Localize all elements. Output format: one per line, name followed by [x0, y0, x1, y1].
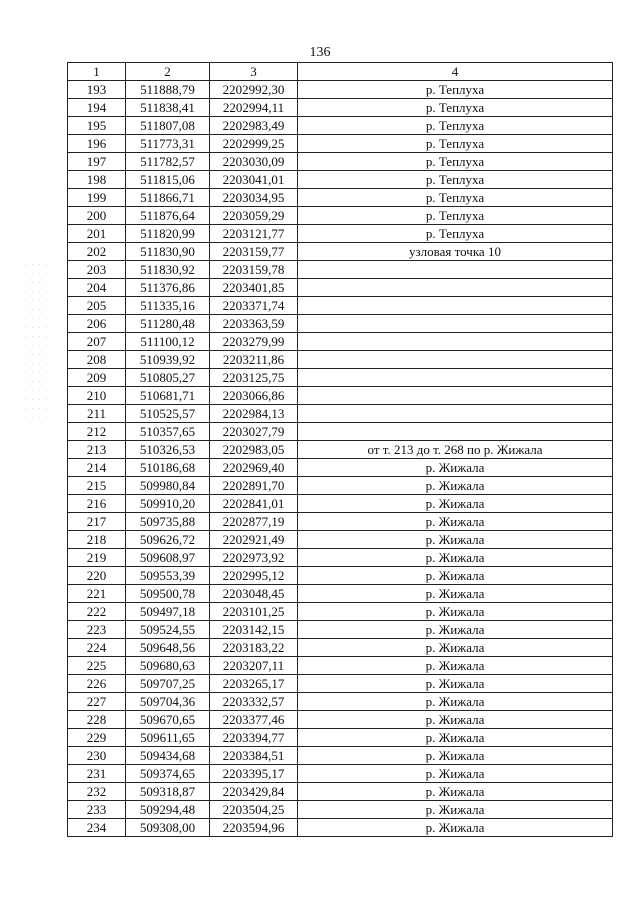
y-coordinate-cell: 2203363,59: [210, 315, 298, 333]
table-row: [68, 135, 613, 153]
x-coordinate-cell: 511876,64: [126, 207, 210, 225]
table-row: [68, 351, 613, 369]
table-body: [68, 81, 613, 837]
description-cell: р. Теплуха: [298, 189, 613, 207]
table-row: [68, 531, 613, 549]
y-coordinate-cell: 2203504,25: [210, 801, 298, 819]
x-coordinate-cell: 511335,16: [126, 297, 210, 315]
point-number-cell: 209: [68, 369, 126, 387]
table-row: [68, 477, 613, 495]
point-number-cell: 214: [68, 459, 126, 477]
x-coordinate-cell: 509294,48: [126, 801, 210, 819]
x-coordinate-cell: 511830,92: [126, 261, 210, 279]
point-number-cell: 216: [68, 495, 126, 513]
description-cell: р. Жижала: [298, 819, 613, 837]
x-coordinate-cell: 509497,18: [126, 603, 210, 621]
point-number-cell: 228: [68, 711, 126, 729]
y-coordinate-cell: 2203384,51: [210, 747, 298, 765]
description-cell: р. Жижала: [298, 675, 613, 693]
description-cell: р. Жижала: [298, 477, 613, 495]
point-number-cell: 206: [68, 315, 126, 333]
table-row: [68, 513, 613, 531]
point-number-cell: 219: [68, 549, 126, 567]
description-cell: р. Теплуха: [298, 171, 613, 189]
description-cell: [298, 423, 613, 441]
x-coordinate-cell: 510186,68: [126, 459, 210, 477]
y-coordinate-cell: 2203332,57: [210, 693, 298, 711]
x-coordinate-cell: 509626,72: [126, 531, 210, 549]
table-row: [68, 603, 613, 621]
column-header-3: 3: [210, 63, 298, 81]
y-coordinate-cell: 2203059,29: [210, 207, 298, 225]
point-number-cell: 210: [68, 387, 126, 405]
table-row: [68, 369, 613, 387]
point-number-cell: 225: [68, 657, 126, 675]
x-coordinate-cell: 509374,65: [126, 765, 210, 783]
y-coordinate-cell: 2202999,25: [210, 135, 298, 153]
description-cell: р. Жижала: [298, 603, 613, 621]
x-coordinate-cell: 509704,36: [126, 693, 210, 711]
y-coordinate-cell: 2203159,78: [210, 261, 298, 279]
description-cell: р. Жижала: [298, 765, 613, 783]
point-number-cell: 222: [68, 603, 126, 621]
table-row: [68, 639, 613, 657]
description-cell: [298, 387, 613, 405]
x-coordinate-cell: 509611,65: [126, 729, 210, 747]
y-coordinate-cell: 2202995,12: [210, 567, 298, 585]
x-coordinate-cell: 509500,78: [126, 585, 210, 603]
point-number-cell: 207: [68, 333, 126, 351]
y-coordinate-cell: 2203101,25: [210, 603, 298, 621]
point-number-cell: 220: [68, 567, 126, 585]
description-cell: р. Жижала: [298, 567, 613, 585]
table-row: [68, 315, 613, 333]
x-coordinate-cell: 511782,57: [126, 153, 210, 171]
y-coordinate-cell: 2203159,77: [210, 243, 298, 261]
y-coordinate-cell: 2203121,77: [210, 225, 298, 243]
description-cell: р. Жижала: [298, 531, 613, 549]
point-number-cell: 208: [68, 351, 126, 369]
table-row: [68, 189, 613, 207]
y-coordinate-cell: 2203034,95: [210, 189, 298, 207]
point-number-cell: 215: [68, 477, 126, 495]
description-cell: р. Жижала: [298, 513, 613, 531]
x-coordinate-cell: 509434,68: [126, 747, 210, 765]
y-coordinate-cell: 2203041,01: [210, 171, 298, 189]
x-coordinate-cell: 511820,99: [126, 225, 210, 243]
table-row: [68, 621, 613, 639]
description-cell: р. Жижала: [298, 639, 613, 657]
description-cell: р. Теплуха: [298, 117, 613, 135]
y-coordinate-cell: 2203142,15: [210, 621, 298, 639]
x-coordinate-cell: 509608,97: [126, 549, 210, 567]
point-number-cell: 221: [68, 585, 126, 603]
x-coordinate-cell: 511376,86: [126, 279, 210, 297]
x-coordinate-cell: 510805,27: [126, 369, 210, 387]
x-coordinate-cell: 511280,48: [126, 315, 210, 333]
x-coordinate-cell: 511866,71: [126, 189, 210, 207]
table-row: [68, 495, 613, 513]
table-row: [68, 765, 613, 783]
table-row: [68, 747, 613, 765]
table-row: [68, 711, 613, 729]
y-coordinate-cell: 2203183,22: [210, 639, 298, 657]
point-number-cell: 204: [68, 279, 126, 297]
description-cell: р. Теплуха: [298, 81, 613, 99]
table-row: [68, 243, 613, 261]
page-number: 136: [309, 45, 331, 60]
y-coordinate-cell: 2202973,92: [210, 549, 298, 567]
description-cell: р. Теплуха: [298, 207, 613, 225]
y-coordinate-cell: 2203279,99: [210, 333, 298, 351]
description-cell: р. Жижала: [298, 621, 613, 639]
description-cell: [298, 261, 613, 279]
description-cell: р. Жижала: [298, 729, 613, 747]
point-number-cell: 196: [68, 135, 126, 153]
table-row: [68, 423, 613, 441]
table-row: [68, 297, 613, 315]
point-number-cell: 202: [68, 243, 126, 261]
table-row: [68, 171, 613, 189]
description-cell: узловая точка 10: [298, 243, 613, 261]
point-number-cell: 218: [68, 531, 126, 549]
table-row: [68, 153, 613, 171]
table-row: [68, 585, 613, 603]
table-row: [68, 549, 613, 567]
description-cell: р. Жижала: [298, 711, 613, 729]
description-cell: р. Жижала: [298, 747, 613, 765]
x-coordinate-cell: 509980,84: [126, 477, 210, 495]
point-number-cell: 203: [68, 261, 126, 279]
y-coordinate-cell: 2203207,11: [210, 657, 298, 675]
x-coordinate-cell: 511100,12: [126, 333, 210, 351]
point-number-cell: 223: [68, 621, 126, 639]
column-header-4: 4: [298, 63, 613, 81]
y-coordinate-cell: 2202841,01: [210, 495, 298, 513]
y-coordinate-cell: 2202984,13: [210, 405, 298, 423]
x-coordinate-cell: 509707,25: [126, 675, 210, 693]
x-coordinate-cell: 509308,00: [126, 819, 210, 837]
x-coordinate-cell: 509648,56: [126, 639, 210, 657]
table-row: [68, 801, 613, 819]
x-coordinate-cell: 509680,63: [126, 657, 210, 675]
description-cell: р. Жижала: [298, 585, 613, 603]
point-number-cell: 213: [68, 441, 126, 459]
y-coordinate-cell: 2202921,49: [210, 531, 298, 549]
table-row: [68, 567, 613, 585]
y-coordinate-cell: 2203394,77: [210, 729, 298, 747]
x-coordinate-cell: 511807,08: [126, 117, 210, 135]
table-row: [68, 261, 613, 279]
description-cell: р. Жижала: [298, 801, 613, 819]
point-number-cell: 197: [68, 153, 126, 171]
y-coordinate-cell: 2203027,79: [210, 423, 298, 441]
point-number-cell: 229: [68, 729, 126, 747]
x-coordinate-cell: 511773,31: [126, 135, 210, 153]
description-cell: р. Теплуха: [298, 99, 613, 117]
table-row: [68, 117, 613, 135]
point-number-cell: 198: [68, 171, 126, 189]
table-row: [68, 459, 613, 477]
y-coordinate-cell: 2202992,30: [210, 81, 298, 99]
x-coordinate-cell: 509910,20: [126, 495, 210, 513]
y-coordinate-cell: 2203401,85: [210, 279, 298, 297]
description-cell: [298, 297, 613, 315]
y-coordinate-cell: 2202891,70: [210, 477, 298, 495]
point-number-cell: 200: [68, 207, 126, 225]
column-header-2: 2: [126, 63, 210, 81]
point-number-cell: 217: [68, 513, 126, 531]
description-cell: р. Жижала: [298, 495, 613, 513]
description-cell: р. Жижала: [298, 783, 613, 801]
point-number-cell: 211: [68, 405, 126, 423]
y-coordinate-cell: 2202994,11: [210, 99, 298, 117]
description-cell: р. Жижала: [298, 657, 613, 675]
point-number-cell: 212: [68, 423, 126, 441]
x-coordinate-cell: 509735,88: [126, 513, 210, 531]
point-number-cell: 201: [68, 225, 126, 243]
point-number-cell: 205: [68, 297, 126, 315]
x-coordinate-cell: 510326,53: [126, 441, 210, 459]
column-header-1: 1: [68, 63, 126, 81]
point-number-cell: 194: [68, 99, 126, 117]
x-coordinate-cell: 510357,65: [126, 423, 210, 441]
y-coordinate-cell: 2203371,74: [210, 297, 298, 315]
y-coordinate-cell: 2203030,09: [210, 153, 298, 171]
y-coordinate-cell: 2203429,84: [210, 783, 298, 801]
y-coordinate-cell: 2202969,40: [210, 459, 298, 477]
scan-speckle: [22, 260, 52, 420]
y-coordinate-cell: 2203211,86: [210, 351, 298, 369]
x-coordinate-cell: 511830,90: [126, 243, 210, 261]
table-row: [68, 441, 613, 459]
x-coordinate-cell: 511838,41: [126, 99, 210, 117]
x-coordinate-cell: 511888,79: [126, 81, 210, 99]
table-row: [68, 783, 613, 801]
x-coordinate-cell: 510939,92: [126, 351, 210, 369]
table-row: [68, 333, 613, 351]
description-cell: [298, 315, 613, 333]
point-number-cell: 195: [68, 117, 126, 135]
description-cell: [298, 369, 613, 387]
table-row: [68, 279, 613, 297]
y-coordinate-cell: 2202983,49: [210, 117, 298, 135]
y-coordinate-cell: 2203377,46: [210, 711, 298, 729]
point-number-cell: 232: [68, 783, 126, 801]
point-number-cell: 193: [68, 81, 126, 99]
table-row: [68, 819, 613, 837]
y-coordinate-cell: 2203048,45: [210, 585, 298, 603]
point-number-cell: 227: [68, 693, 126, 711]
x-coordinate-cell: 510681,71: [126, 387, 210, 405]
y-coordinate-cell: 2203066,86: [210, 387, 298, 405]
x-coordinate-cell: 510525,57: [126, 405, 210, 423]
x-coordinate-cell: 511815,06: [126, 171, 210, 189]
description-cell: [298, 351, 613, 369]
description-cell: от т. 213 до т. 268 по р. Жижала: [298, 441, 613, 459]
table-row: [68, 405, 613, 423]
y-coordinate-cell: 2202877,19: [210, 513, 298, 531]
point-number-cell: 234: [68, 819, 126, 837]
description-cell: [298, 279, 613, 297]
table-row: [68, 387, 613, 405]
description-cell: [298, 405, 613, 423]
table-row: [68, 675, 613, 693]
point-number-cell: 231: [68, 765, 126, 783]
table-row: [68, 693, 613, 711]
y-coordinate-cell: 2202983,05: [210, 441, 298, 459]
description-cell: р. Теплуха: [298, 153, 613, 171]
table-row: [68, 99, 613, 117]
point-number-cell: 233: [68, 801, 126, 819]
y-coordinate-cell: 2203125,75: [210, 369, 298, 387]
description-cell: [298, 333, 613, 351]
y-coordinate-cell: 2203265,17: [210, 675, 298, 693]
table-header-row: [68, 63, 613, 81]
table-row: [68, 207, 613, 225]
x-coordinate-cell: 509670,65: [126, 711, 210, 729]
description-cell: р. Жижала: [298, 459, 613, 477]
table-row: [68, 81, 613, 99]
point-number-cell: 199: [68, 189, 126, 207]
x-coordinate-cell: 509318,87: [126, 783, 210, 801]
table-row: [68, 657, 613, 675]
point-number-cell: 226: [68, 675, 126, 693]
x-coordinate-cell: 509524,55: [126, 621, 210, 639]
description-cell: р. Жижала: [298, 693, 613, 711]
description-cell: р. Жижала: [298, 549, 613, 567]
point-number-cell: 224: [68, 639, 126, 657]
description-cell: р. Теплуха: [298, 225, 613, 243]
x-coordinate-cell: 509553,39: [126, 567, 210, 585]
table-row: [68, 729, 613, 747]
point-number-cell: 230: [68, 747, 126, 765]
table-row: [68, 225, 613, 243]
description-cell: р. Теплуха: [298, 135, 613, 153]
y-coordinate-cell: 2203594,96: [210, 819, 298, 837]
coordinates-table: [67, 62, 613, 837]
y-coordinate-cell: 2203395,17: [210, 765, 298, 783]
